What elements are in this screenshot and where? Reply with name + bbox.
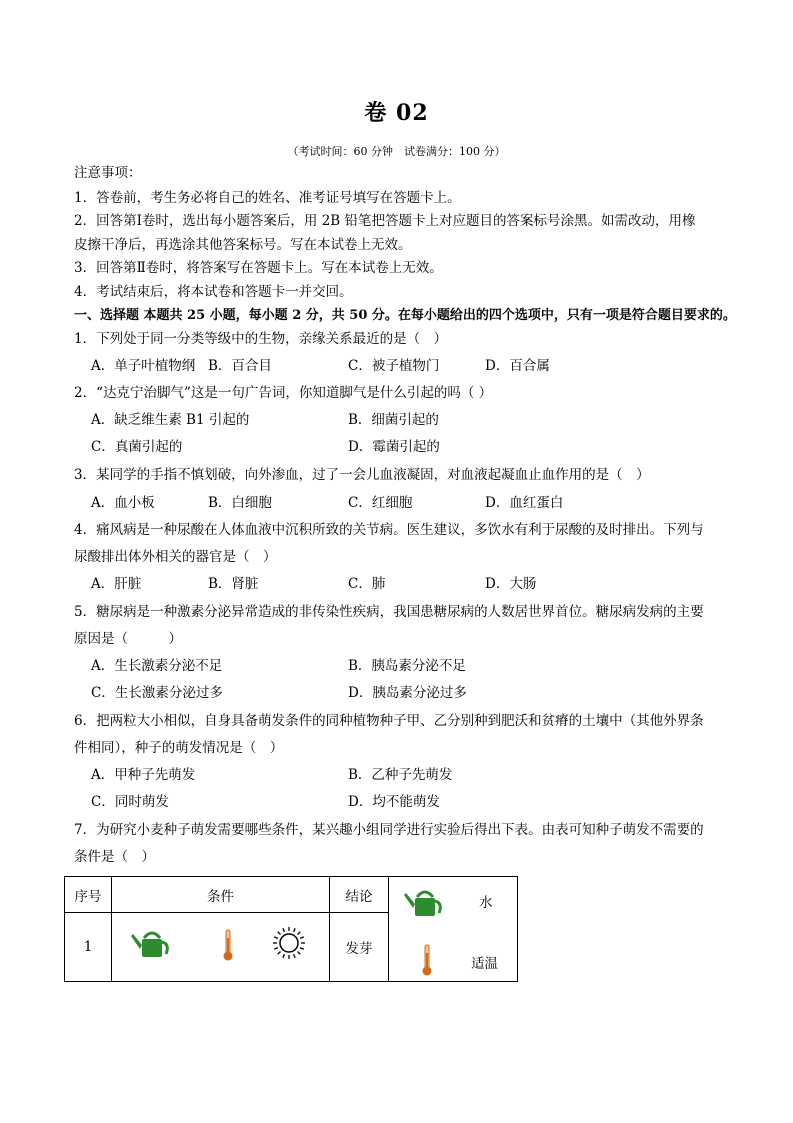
page-title: 卷 02 xyxy=(364,100,429,126)
table-header-result: 结论 xyxy=(330,877,389,913)
notice-item-1: 1．答卷前，考生务必将自己的姓名、准考证号填写在答题卡上。 xyxy=(74,190,461,206)
q5-option-c: C．生长激素分泌过多 xyxy=(91,685,223,701)
q4-option-d: D．大肠 xyxy=(485,576,537,592)
q3-option-d: D．血红蛋白 xyxy=(485,495,564,511)
legend-label-temperature: 适温 xyxy=(471,956,498,972)
q4-option-b: B．肾脏 xyxy=(208,576,259,592)
table-header-condition: 条件 xyxy=(112,877,330,913)
thermometer-icon xyxy=(421,943,433,981)
q5-stem: 5．糖尿病是一种激素分泌异常造成的非传染性疾病，我国患糖尿病的人数居世界首位。糖尿病发病的主要 xyxy=(74,604,704,620)
q3-option-a: A．血小板 xyxy=(91,495,155,511)
q6-stem-cont: 件相同），种子的萌发情况是（ ） xyxy=(74,740,284,756)
q6-option-a: A．甲种子先萌发 xyxy=(91,767,196,783)
watering-can-icon xyxy=(403,887,445,925)
q3-option-c: C．红细胞 xyxy=(348,495,413,511)
q7-stem-cont: 条件是（ ） xyxy=(74,849,155,865)
exam-info: （考试时间：60 分钟 试卷满分：100 分） xyxy=(287,145,506,158)
q1-option-b: B．百合目 xyxy=(208,358,272,374)
q6-option-b: B．乙种子先萌发 xyxy=(348,767,453,783)
q1-option-c: C．被子植物门 xyxy=(348,358,440,374)
notice-item-3: 3．回答第Ⅱ卷时，将答案写在答题卡上。写在本试卷上无效。 xyxy=(74,260,443,276)
q1-stem: 1．下列处于同一分类等级中的生物，亲缘关系最近的是（ ） xyxy=(74,331,448,347)
legend-label-water: 水 xyxy=(479,895,493,911)
q1-option-a: A．单子叶植物纲 xyxy=(91,358,196,374)
q6-option-c: C．同时萌发 xyxy=(91,794,169,810)
q3-stem: 3．某同学的手指不慎划破，向外渗血，过了一会儿血液凝固，对血液起凝血止血作用的是（ ） xyxy=(74,467,650,483)
q5-option-b: B．胰岛素分泌不足 xyxy=(348,658,466,674)
watering-can-icon xyxy=(130,928,172,966)
notice-item-4: 4．考试结束后，将本试卷和答题卡一并交回。 xyxy=(74,284,353,300)
q4-option-a: A．肝脏 xyxy=(91,576,142,592)
q3-option-b: B．白细胞 xyxy=(208,495,272,511)
q2-option-b: B．细菌引起的 xyxy=(348,412,439,428)
sun-icon xyxy=(272,926,306,964)
q5-option-d: D．胰岛素分泌过多 xyxy=(348,685,467,701)
row-number: 1 xyxy=(65,913,112,982)
q6-option-d: D．均不能萌发 xyxy=(348,794,440,810)
legend-cell xyxy=(389,877,518,982)
q2-option-c: C．真菌引起的 xyxy=(91,439,183,455)
q2-stem: 2．“达克宁治脚气”这是一句广告词，你知道脚气是什么引起的吗（ ） xyxy=(74,385,493,401)
thermometer-icon xyxy=(222,928,234,966)
q1-option-d: D．百合属 xyxy=(485,358,550,374)
section-heading: 一、选择题 本题共 25 小题，每小题 2 分，共 50 分。在每小题给出的四个选项中，只有一项是符合题目要求的。 xyxy=(74,308,736,323)
q2-option-d: D．霉菌引起的 xyxy=(348,439,440,455)
notice-item-2-cont: 皮擦干净后，再选涂其他答案标号。写在本试卷上无效。 xyxy=(74,237,412,253)
q5-stem-cont: 原因是（ ） xyxy=(74,631,182,647)
q5-option-a: A．生长激素分泌不足 xyxy=(91,658,223,674)
row-result: 发芽 xyxy=(330,913,389,982)
notice-heading: 注意事项： xyxy=(74,165,142,181)
q7-stem: 7．为研究小麦种子萌发需要哪些条件，某兴趣小组同学进行实验后得出下表。由表可知种子萌发不需要的 xyxy=(74,822,704,838)
q4-option-c: C．肺 xyxy=(348,576,386,592)
table-header-no: 序号 xyxy=(65,877,112,913)
notice-item-2: 2．回答第Ⅰ卷时，选出每小题答案后，用 2B 铅笔把答题卡上对应题目的答案标号涂黑。如需改动，用橡 xyxy=(74,213,696,229)
row-conditions xyxy=(112,913,330,982)
experiment-table xyxy=(64,876,518,982)
q4-stem-cont: 尿酸排出体外相关的器官是（ ） xyxy=(74,549,277,565)
q2-option-a: A．缺乏维生素 B1 引起的 xyxy=(91,412,250,428)
q4-stem: 4．痛风病是一种尿酸在人体血液中沉积所致的关节病。医生建议，多饮水有利于尿酸的及时排出。下列与 xyxy=(74,522,704,538)
q6-stem: 6．把两粒大小相似，自身具备萌发条件的同种植物种子甲、乙分别种到肥沃和贫瘠的土壤中（其他外界条 xyxy=(74,713,704,729)
